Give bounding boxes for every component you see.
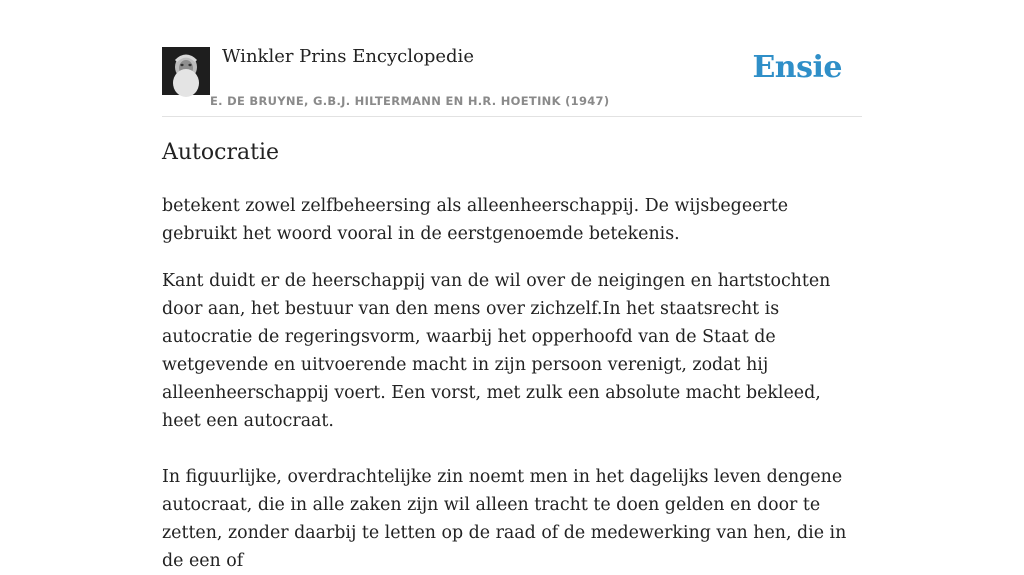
author-portrait-icon: [162, 47, 210, 95]
entry-body: [162, 192, 862, 575]
source-header: [162, 0, 862, 117]
author-avatar[interactable]: [162, 47, 210, 95]
body-paragraph: betekent zowel zelfbeheersing als alleenheerschappij. De wijsbegeerte gebruikt het woord vooral in de eerstgenoemde betekenis.: [162, 196, 788, 244]
ensie-logo[interactable]: Ensie: [752, 50, 842, 85]
source-authors: E. DE BRUYNE, G.B.J. HILTERMANN EN H.R. HOETINK (1947): [210, 94, 610, 108]
source-title[interactable]: Winkler Prins Encyclopedie: [222, 46, 474, 67]
body-paragraph: In figuurlijke, overdrachtelijke zin noemt men in het dagelijks leven dengene autocraat, die in alle zaken zijn wil alleen tracht te doen gelden en door te zetten, zonder daarbij te letten op de raad of de medewerking van hen, die in de een of: [162, 467, 847, 571]
entry-title: Autocratie: [162, 140, 279, 165]
entry-card: [162, 0, 862, 571]
body-paragraph: Kant duidt er de heerschappij van de wil over de neigingen en hartstochten door aan, het bestuur van den mens over zichzelf.In het staatsrecht is autocratie de regeringsvorm, waarbij het opperhoofd van de Staat de wetgevende en uitvoerende macht in zijn persoon verenigt, zodat hij alleenheerschappij voert. Een vorst, met zulk een absolute macht bekleed, heet een autocraat.: [162, 271, 831, 431]
